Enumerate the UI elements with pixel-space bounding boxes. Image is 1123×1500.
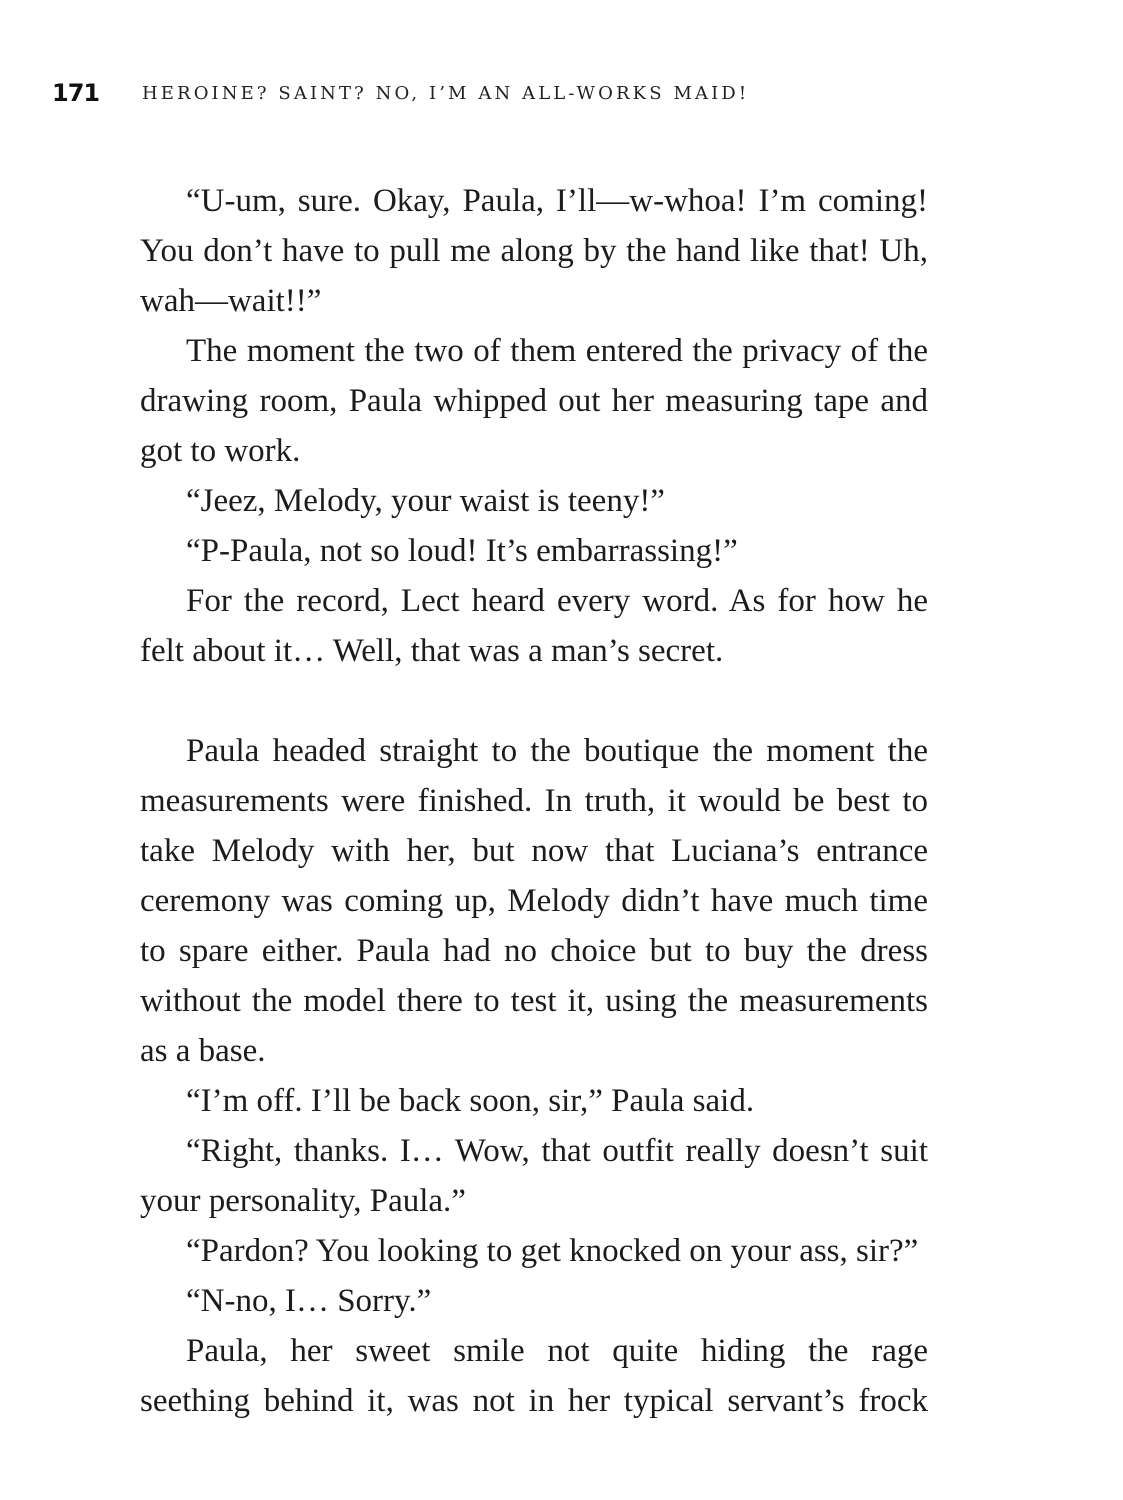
paragraph: “Pardon? You looking to get knocked on your ass, sir?” [186, 1233, 919, 1269]
paragraph: “Right, thanks. I… Wow, that outfit really doesn’t suit your personality, Paula.” [140, 1133, 928, 1219]
paragraph: “I’m off. I’ll be back soon, sir,” Paula said. [186, 1083, 755, 1119]
book-title: HEROINE? SAINT? NO, I’M AN ALL-WORKS MAID! [142, 82, 750, 104]
paragraph: “Jeez, Melody, your waist is teeny!” [186, 483, 665, 519]
page-number: 171 [52, 79, 100, 107]
paragraph: For the record, Lect heard every word. As for how he felt about it… Well, that was a man’s secret. [140, 583, 928, 669]
paragraph: Paula, her sweet smile not quite hiding the rage seething behind it, was not in her typical servant’s frock [140, 1333, 928, 1419]
body-text [140, 176, 928, 1426]
paragraph: The moment the two of them entered the privacy of the drawing room, Paula whipped out her measuring tape and got to work. [140, 333, 928, 469]
paragraph: “P-Paula, not so loud! It’s embarrassing!” [186, 533, 738, 569]
running-head [52, 76, 749, 110]
paragraph: “U-um, sure. Okay, Paula, I’ll—w-whoa! I’m coming! You don’t have to pull me along by the hand like that! Uh, wah—wait!!” [140, 183, 928, 319]
paragraph: Paula headed straight to the boutique the moment the measurements were finished. In truth, it would be best to take Melody with her, but now that Luciana’s entrance ceremony was coming up, Melody didn’t have much time to spare either. Paula had no choice but to buy the dress without the model there to test it, using the measurements as a base. [140, 733, 928, 1069]
paragraph: “N-no, I… Sorry.” [186, 1283, 432, 1319]
